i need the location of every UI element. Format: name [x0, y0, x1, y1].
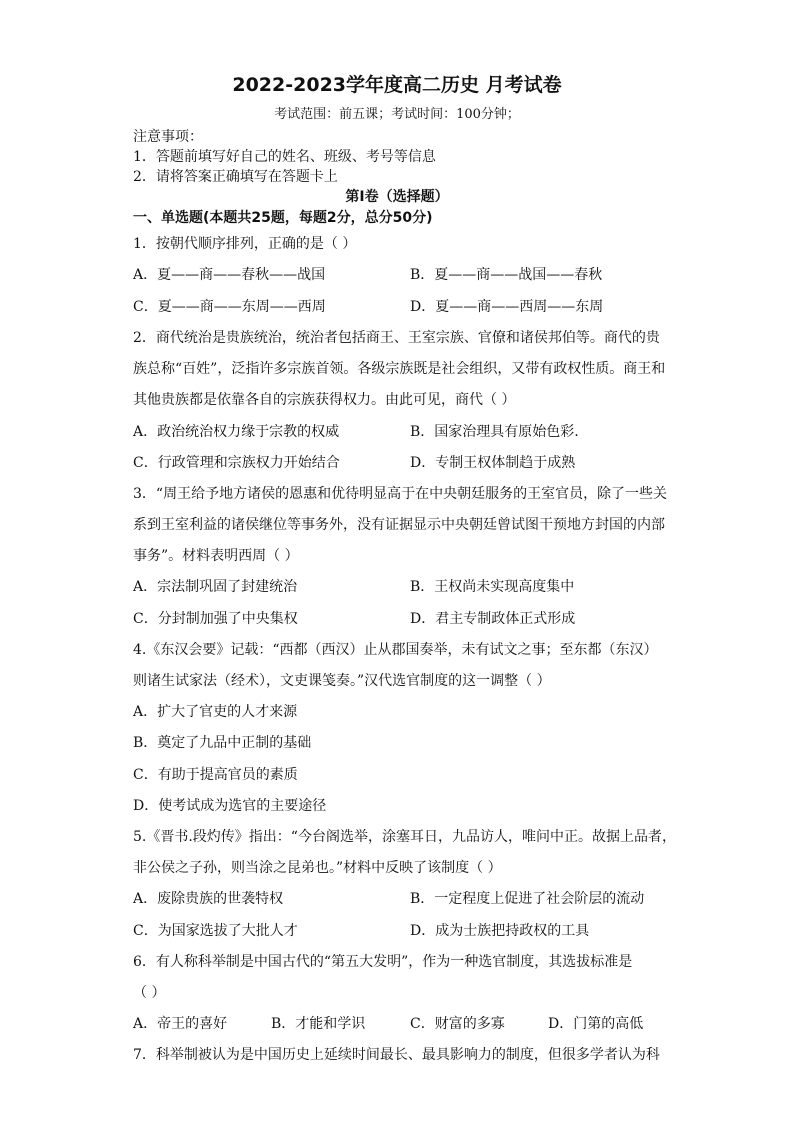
option-a: A．政治统治权力缘于宗教的权威	[133, 424, 340, 440]
notes-heading: 注意事项：	[133, 129, 203, 145]
question-stem: 系到王室利益的诸侯继位等事务外，没有证据显示中央朝廷曾试图干预地方封国的内部	[133, 517, 665, 533]
question-stem: （ ）	[133, 985, 166, 1001]
note-item: 1．答题前填写好自己的姓名、班级、考号等信息	[133, 149, 436, 165]
question-stem: 非公侯之子孙，则当涂之昆弟也。”材料中反映了该制度（ ）	[133, 860, 502, 876]
question-stem: 1．按朝代顺序排列，正确的是（ ）	[133, 236, 357, 252]
option-b: B．夏——商——战国——春秋	[410, 267, 603, 283]
option-a: A．废除贵族的世袭特权	[133, 891, 284, 907]
option-d: D．成为士族把持政权的工具	[410, 923, 590, 939]
option-d: D．门第的高低	[548, 1016, 644, 1032]
question-stem: 事务”。材料表明西周（ ）	[133, 548, 299, 564]
note-item: 2．请将答案正确填写在答题卡上	[133, 169, 338, 185]
option-d: D．专制王权体制趋于成熟	[410, 455, 576, 471]
option-c: C．夏——商——东周——西周	[133, 299, 326, 315]
option-a: A．扩大了官吏的人才来源	[133, 704, 298, 720]
option-c: C．为国家选拔了大批人才	[133, 923, 298, 939]
option-c: C．财富的多寡	[410, 1016, 505, 1032]
option-b: B．国家治理具有原始色彩.	[410, 424, 579, 440]
question-stem: 2．商代统治是贵族统治，统治者包括商王、王室宗族、官僚和诸侯邦伯等。商代的贵	[133, 330, 660, 346]
question-stem: 3．“周王给予地方诸侯的恩惠和优待明显高于在中央朝廷服务的王室官员，除了一些关	[133, 486, 668, 502]
option-c: C．有助于提高官员的素质	[133, 767, 298, 783]
option-d: D．使考试成为选官的主要途径	[133, 798, 327, 814]
question-stem: 其他贵族都是依靠各自的宗族获得权力。由此可见，商代（ ）	[133, 392, 516, 408]
question-stem: 则诸生试家法（经术），文吏课笺奏。”汉代选官制度的这一调整（ ）	[133, 673, 551, 689]
option-a: A．帝王的喜好	[133, 1016, 228, 1032]
option-a: A．宗法制巩固了封建统治	[133, 579, 298, 595]
option-c: C．行政管理和宗族权力开始结合	[133, 455, 340, 471]
question-stem: 4.《东汉会要》记载：“西都（西汉）止从郡国奏举，未有试文之事；至东都（东汉）	[133, 642, 658, 658]
question-stem: 5.《晋书.段灼传》指出：“今台阁选举，涂塞耳日，九品访人，唯问中正。故据上品者，	[133, 829, 676, 845]
option-a: A．夏——商——春秋——战国	[133, 267, 326, 283]
option-b: B．奠定了九品中正制的基础	[133, 735, 312, 751]
option-b: B．一定程度上促进了社会阶层的流动	[410, 891, 645, 907]
option-c: C．分封制加强了中央集权	[133, 611, 298, 627]
option-b: B．王权尚未实现高度集中	[410, 579, 575, 595]
option-b: B．才能和学识	[271, 1016, 366, 1032]
option-d: D．夏——商——西周——东周	[410, 299, 604, 315]
question-stem: 7．科举制被认为是中国历史上延续时间最长、最具影响力的制度，但很多学者认为科	[133, 1047, 660, 1063]
page-title: 2022-2023学年度高二历史 月考试卷	[232, 74, 562, 96]
exam-info: 考试范围：前五课；考试时间：100分钟；	[274, 107, 520, 122]
question-stem: 6．有人称科举制是中国古代的“第五大发明”，作为一种选官制度，其选拔标准是	[133, 954, 633, 970]
option-d: D．君主专制政体正式形成	[410, 611, 576, 627]
section-heading: 一、单选题(本题共25题，每题2分，总分50分)	[133, 210, 433, 226]
question-stem: 族总称“百姓”，泛指许多宗族首领。各级宗族既是社会组织，又带有政权性质。商王和	[133, 361, 666, 377]
section-title: 第I卷（选择题）	[345, 189, 449, 205]
